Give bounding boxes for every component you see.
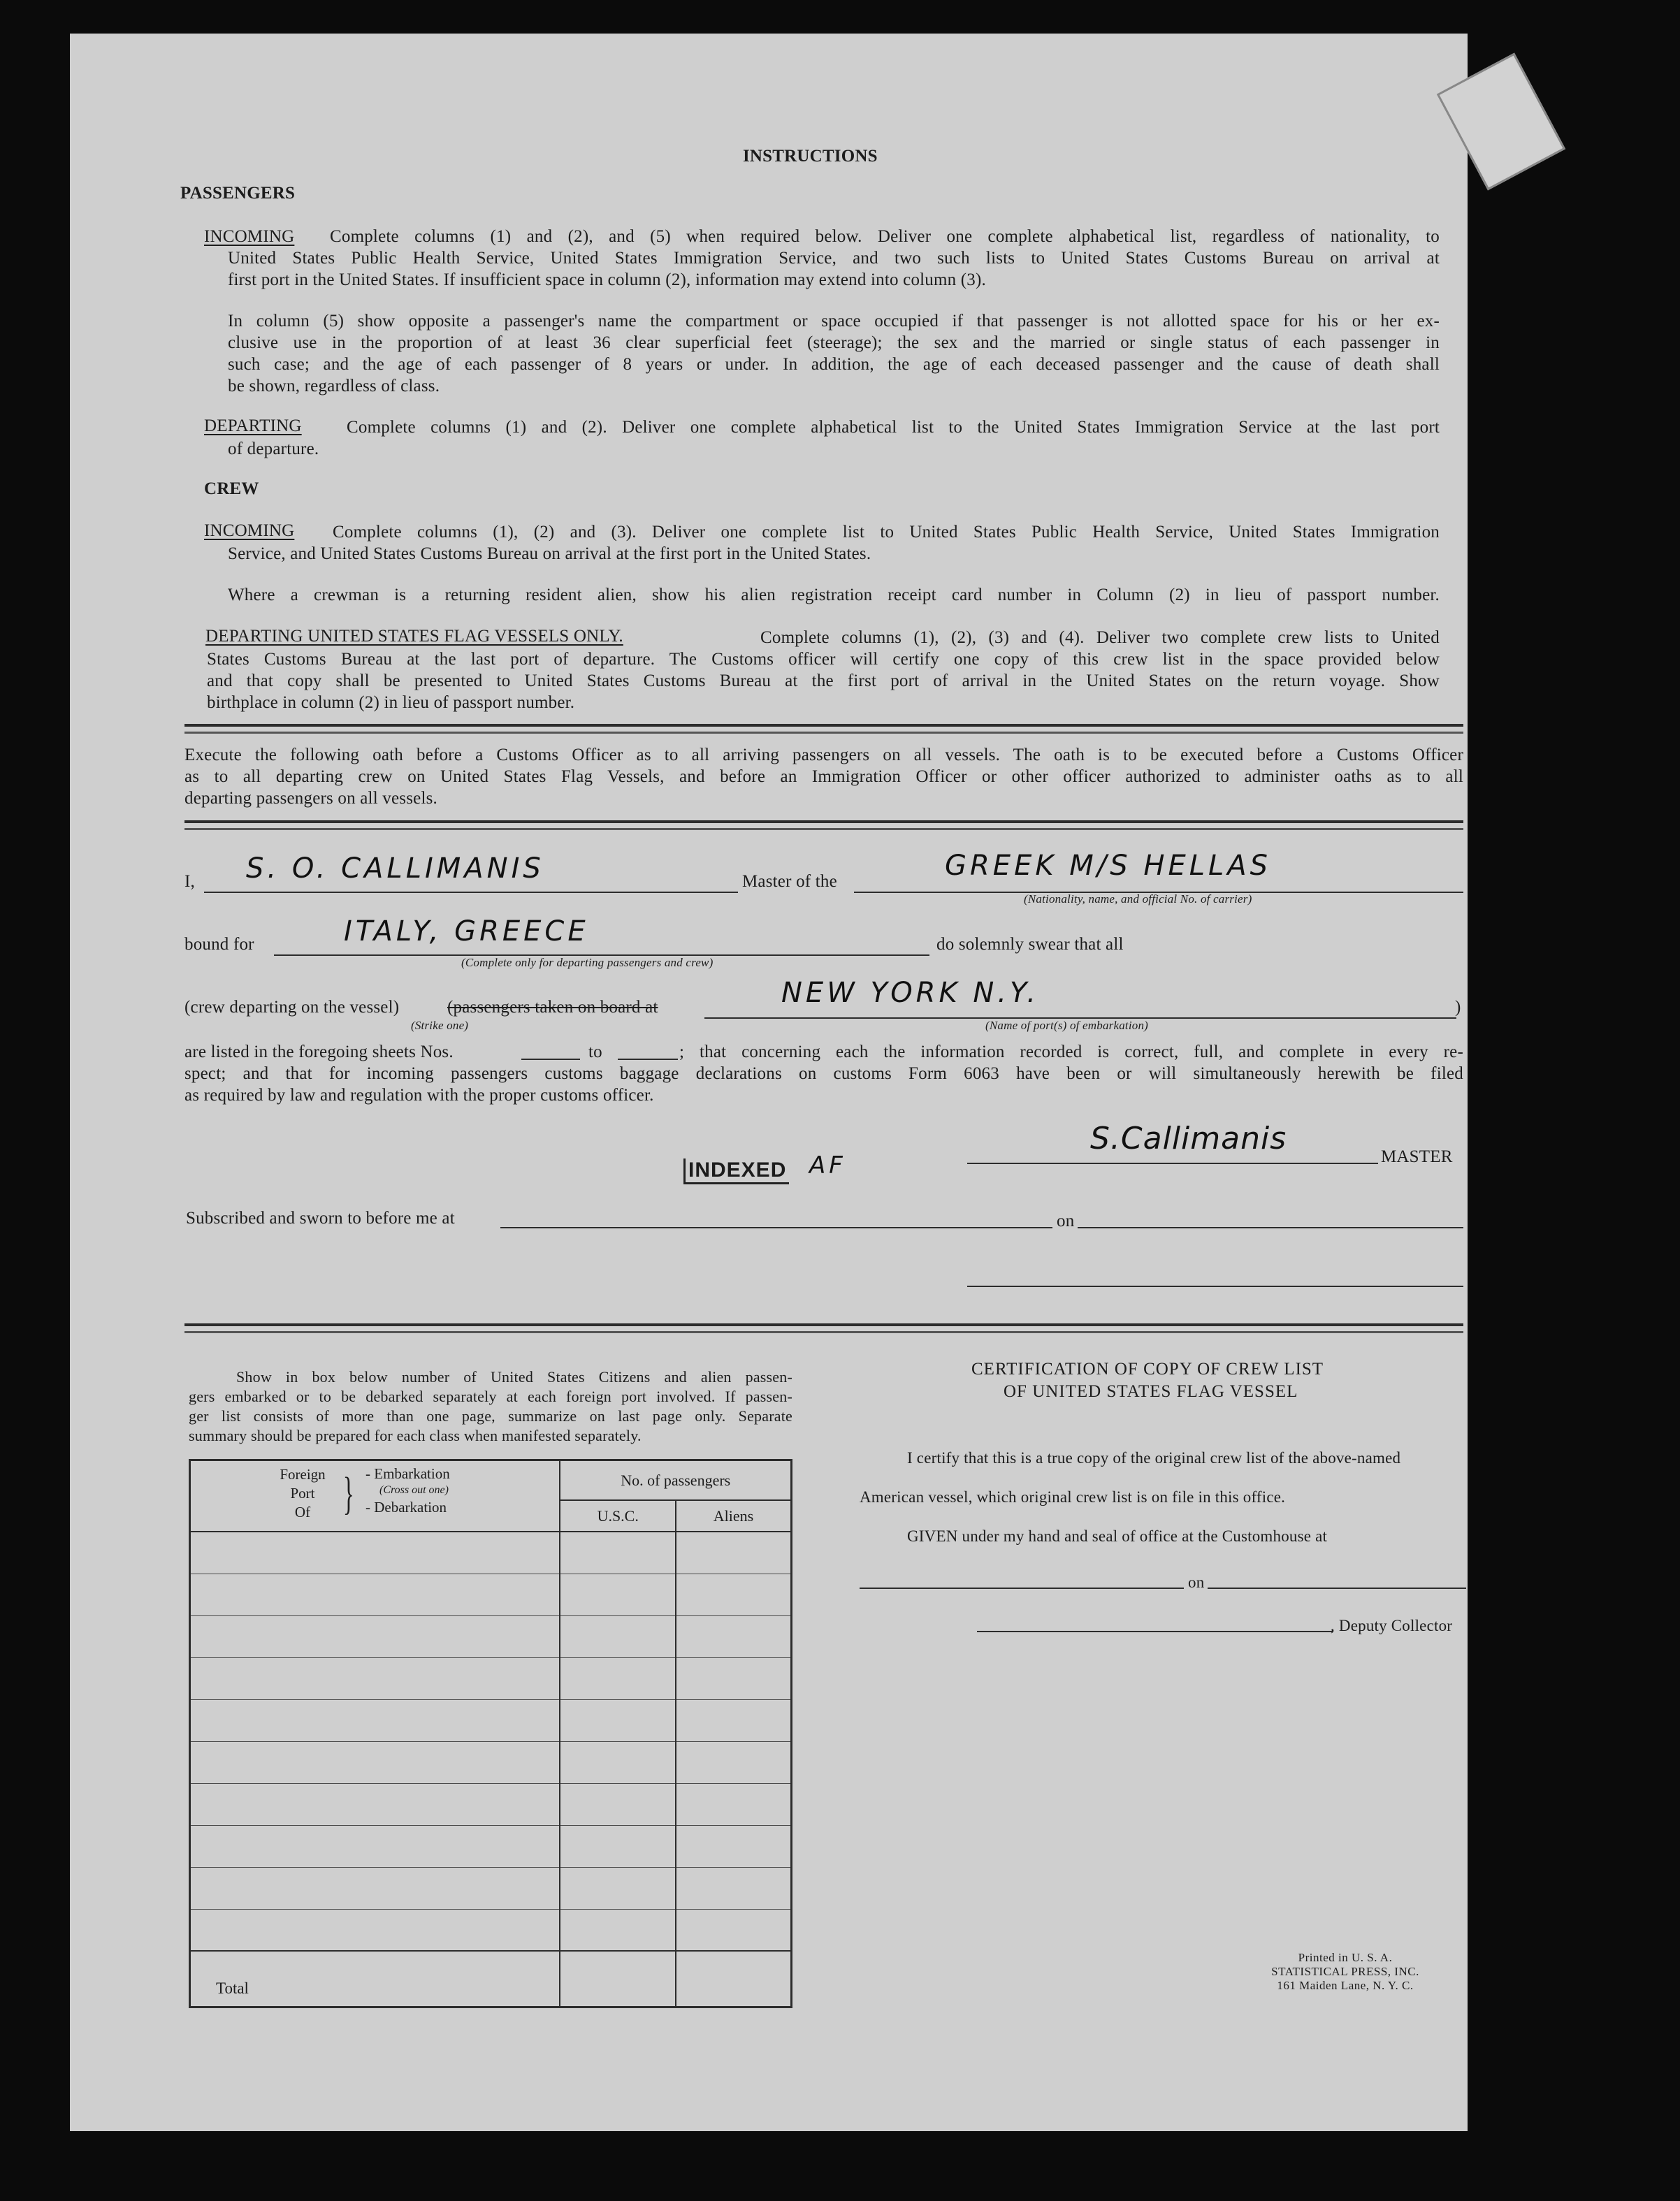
port-cell[interactable] xyxy=(190,1657,560,1699)
embarkation-option: - Embarkation xyxy=(365,1465,450,1482)
passengers-taken-option: (passengers taken on board at xyxy=(447,998,658,1017)
subscribed-on-label: on xyxy=(1057,1212,1075,1230)
master-name-field[interactable]: S. O. CALLIMANIS xyxy=(246,852,544,885)
debarkation-option: - Debarkation xyxy=(365,1499,447,1516)
usc-cell[interactable] xyxy=(560,1867,676,1909)
aliens-cell[interactable] xyxy=(676,1741,792,1783)
oath-line-2: spect; and that for incoming passengers customs baggage declarations on customs Form 6063 have been or will simultaneously herewith be filed xyxy=(184,1064,1463,1083)
incoming-line-2: United States Public Health Service, United States Immigration Service, and two such lists to United States Customs Bureau on arrival at xyxy=(228,249,1440,268)
total-aliens-cell[interactable] xyxy=(676,1951,792,2007)
no-of-passengers-header: No. of passengers xyxy=(560,1460,791,1501)
crew-incoming-line-2: Service, and United States Customs Bureau on arrival at the first port in the United States. xyxy=(228,544,871,563)
flag-line-3: and that copy shall be presented to United States Customs Bureau at the first port of arrival in the United States on the return voyage. Show xyxy=(207,671,1440,690)
strike-caption: (Strike one) xyxy=(411,1019,469,1032)
oath-intro-line-3: departing passengers on all vessels. xyxy=(184,789,437,808)
crew-heading: CREW xyxy=(204,479,259,498)
aliens-cell[interactable] xyxy=(676,1909,792,1951)
crew-incoming-label: INCOMING xyxy=(204,521,295,540)
divider-3 xyxy=(184,1323,1463,1333)
certification-title-1: CERTIFICATION OF COPY OF CREW LIST xyxy=(971,1360,1324,1379)
subscribed-place-line[interactable] xyxy=(500,1227,1052,1228)
aliens-cell[interactable] xyxy=(676,1825,792,1867)
table-row xyxy=(190,1783,792,1825)
column5-line-4: be shown, regardless of class. xyxy=(228,377,440,395)
oath-intro-line-2: as to all departing crew on United States Flag Vessels, and before an Immigration Officer or other officer authorized to administer oaths as to all xyxy=(184,767,1463,786)
table-row xyxy=(190,1825,792,1867)
usc-cell[interactable] xyxy=(560,1532,676,1574)
foreign-port-header xyxy=(190,1460,560,1532)
port-label: Port xyxy=(290,1485,315,1502)
to-label: to xyxy=(588,1043,602,1061)
indexed-stamp: INDEXED xyxy=(683,1158,789,1184)
certification-on-label: on xyxy=(1188,1574,1205,1591)
usc-cell[interactable] xyxy=(560,1783,676,1825)
listed-label: are listed in the foregoing sheets Nos. xyxy=(184,1043,454,1061)
flag-line-2: States Customs Bureau at the last port of departure. The Customs officer will certify one copy of this crew list in the space provided below xyxy=(207,650,1440,669)
incoming-line-3: first port in the United States. If insufficient space in column (2), information may extend into column (3). xyxy=(228,270,986,289)
aliens-cell[interactable] xyxy=(676,1783,792,1825)
column5-line-3: such case; and the age of each passenger of 8 years or under. In addition, the age of each deceased passenger and the cause of death shall xyxy=(228,355,1440,374)
table-row xyxy=(190,1615,792,1657)
aliens-cell[interactable] xyxy=(676,1699,792,1741)
subscribed-label: Subscribed and sworn to before me at xyxy=(186,1209,455,1228)
table-row xyxy=(190,1574,792,1615)
usc-header: U.S.C. xyxy=(560,1500,676,1532)
certify-line-1: I certify that this is a true copy of the original crew list of the above-named xyxy=(907,1449,1401,1467)
passengers-heading: PASSENGERS xyxy=(180,184,296,203)
crew-departing-option: (crew departing on the vessel) xyxy=(184,998,400,1017)
subscribed-date-line[interactable] xyxy=(1078,1227,1463,1228)
departing-line-2: of departure. xyxy=(228,440,319,458)
usc-cell[interactable] xyxy=(560,1909,676,1951)
bound-for-label: bound for xyxy=(184,935,254,954)
customhouse-line[interactable] xyxy=(860,1588,1184,1589)
bound-for-caption: (Complete only for departing passengers and crew) xyxy=(461,956,714,969)
deputy-collector-label: , Deputy Collector xyxy=(1331,1617,1453,1634)
box-instruction-line-4: summary should be prepared for each class when manifested separately. xyxy=(189,1427,642,1444)
usc-cell[interactable] xyxy=(560,1741,676,1783)
foreign-label: Foreign xyxy=(280,1466,326,1483)
bound-for-field[interactable]: ITALY, GREECE xyxy=(344,915,589,947)
usc-cell[interactable] xyxy=(560,1825,676,1867)
indexed-mark: AF xyxy=(809,1152,846,1179)
oath-intro-line-1: Execute the following oath before a Customs Officer as to all arriving passengers on all vessels. The oath is to be executed before a Customs Officer xyxy=(184,746,1463,764)
vessel-field[interactable]: GREEK M/S HELLAS xyxy=(945,850,1272,882)
swear-label: do solemnly swear that all xyxy=(936,935,1124,954)
table-row xyxy=(190,1741,792,1783)
printer-line-2: STATISTICAL PRESS, INC. xyxy=(1271,1965,1419,1978)
certification-title-2: OF UNITED STATES FLAG VESSEL xyxy=(1004,1382,1298,1401)
printer-imprint xyxy=(1244,1951,1447,1993)
total-label: Total xyxy=(190,1951,560,2007)
box-instruction-line-3: ger list consists of more than one page, summarize on last page only. Separate xyxy=(189,1407,792,1425)
box-instruction-line-2: gers embarked or to be debarked separately at each foreign port involved. If passen- xyxy=(189,1388,792,1405)
cross-out-caption: (Cross out one) xyxy=(379,1484,449,1496)
port-caption: (Name of port(s) of embarkation) xyxy=(985,1019,1149,1032)
divider-1 xyxy=(184,724,1463,734)
usc-cell[interactable] xyxy=(560,1657,676,1699)
aliens-cell[interactable] xyxy=(676,1867,792,1909)
certify-line-2: American vessel, which original crew list is on file in this office. xyxy=(860,1488,1286,1506)
departing-line-1: Complete columns (1) and (2). Deliver one complete alphabetical list to the United States Immigration Service at the last port xyxy=(347,418,1440,437)
divider-2 xyxy=(184,820,1463,830)
aliens-cell[interactable] xyxy=(676,1574,792,1615)
brace-icon: } xyxy=(342,1468,354,1519)
table-row xyxy=(190,1532,792,1574)
port-cell[interactable] xyxy=(190,1783,560,1825)
close-paren: ) xyxy=(1455,998,1461,1017)
aliens-header: Aliens xyxy=(676,1500,792,1532)
table-row xyxy=(190,1909,792,1951)
port-field[interactable]: NEW YORK N.Y. xyxy=(781,977,1040,1009)
column5-line-1: In column (5) show opposite a passenger's name the compartment or space occupied if that passenger is not allotted space for his or her ex- xyxy=(228,312,1440,330)
departing-label: DEPARTING xyxy=(204,416,302,435)
master-name-line xyxy=(204,892,738,893)
usc-cell[interactable] xyxy=(560,1615,676,1657)
aliens-cell[interactable] xyxy=(676,1532,792,1574)
port-cell[interactable] xyxy=(190,1909,560,1951)
table-row xyxy=(190,1657,792,1699)
deputy-collector-line[interactable] xyxy=(977,1631,1333,1632)
aliens-cell[interactable] xyxy=(676,1615,792,1657)
master-signature-line xyxy=(967,1163,1378,1164)
aliens-cell[interactable] xyxy=(676,1657,792,1699)
oath-line-3: as required by law and regulation with the proper customs officer. xyxy=(184,1086,654,1105)
port-cell[interactable] xyxy=(190,1741,560,1783)
printer-line-3: 161 Maiden Lane, N. Y. C. xyxy=(1277,1979,1414,1992)
master-label: MASTER xyxy=(1381,1147,1453,1166)
table-row xyxy=(190,1699,792,1741)
usc-cell[interactable] xyxy=(560,1574,676,1615)
column5-line-2: clusive use in the proportion of at least 36 clear superficial feet (steerage); the sex and the married or single status of each passenger in xyxy=(228,333,1440,352)
crew-incoming-line-1: Complete columns (1), (2) and (3). Deliver one complete list to United States Public Health Service, United States Immigration xyxy=(333,523,1440,542)
officer-signature-line[interactable] xyxy=(967,1286,1463,1287)
incoming-label: INCOMING xyxy=(204,227,295,246)
i-label: I, xyxy=(184,872,195,891)
printer-line-1: Printed in U. S. A. xyxy=(1298,1951,1393,1964)
crewman-note: Where a crewman is a returning resident alien, show his alien registration receipt card number in Column (2) in lieu of passport number. xyxy=(228,586,1440,604)
total-row xyxy=(190,1951,792,2007)
table-row xyxy=(190,1867,792,1909)
port-cell[interactable] xyxy=(190,1867,560,1909)
master-signature: S.Callimanis xyxy=(1090,1121,1287,1156)
port-cell[interactable] xyxy=(190,1574,560,1615)
sheet-to-line[interactable] xyxy=(618,1059,678,1060)
flag-vessels-label: DEPARTING UNITED STATES FLAG VESSELS ONLY. xyxy=(205,627,623,646)
given-line: GIVEN under my hand and seal of office at the Customhouse at xyxy=(907,1527,1328,1545)
passenger-count-table xyxy=(189,1459,792,2008)
usc-cell[interactable] xyxy=(560,1699,676,1741)
flag-line-1: Complete columns (1), (2), (3) and (4). Deliver two complete crew lists to United xyxy=(760,628,1440,647)
box-instruction-line-1: Show in box below number of United States Citizens and alien passen- xyxy=(236,1368,792,1386)
port-cell[interactable] xyxy=(190,1615,560,1657)
master-of-label: Master of the xyxy=(742,872,837,891)
port-cell[interactable] xyxy=(190,1825,560,1867)
incoming-line-1: Complete columns (1) and (2), and (5) when required below. Deliver one complete alphabetical list, regardless of nationality, to xyxy=(330,227,1440,246)
instructions-title: INSTRUCTIONS xyxy=(743,147,878,166)
certification-date-line[interactable] xyxy=(1208,1588,1466,1589)
sheet-from-line[interactable] xyxy=(521,1059,580,1060)
port-cell[interactable] xyxy=(190,1532,560,1574)
total-usc-cell[interactable] xyxy=(560,1951,676,2007)
flag-line-4: birthplace in column (2) in lieu of passport number. xyxy=(207,693,575,712)
port-cell[interactable] xyxy=(190,1699,560,1741)
vessel-caption: (Nationality, name, and official No. of carrier) xyxy=(1024,892,1252,906)
of-label: Of xyxy=(294,1504,311,1520)
listed-rest: ; that concerning each the information recorded is correct, full, and complete in every re- xyxy=(679,1043,1463,1061)
